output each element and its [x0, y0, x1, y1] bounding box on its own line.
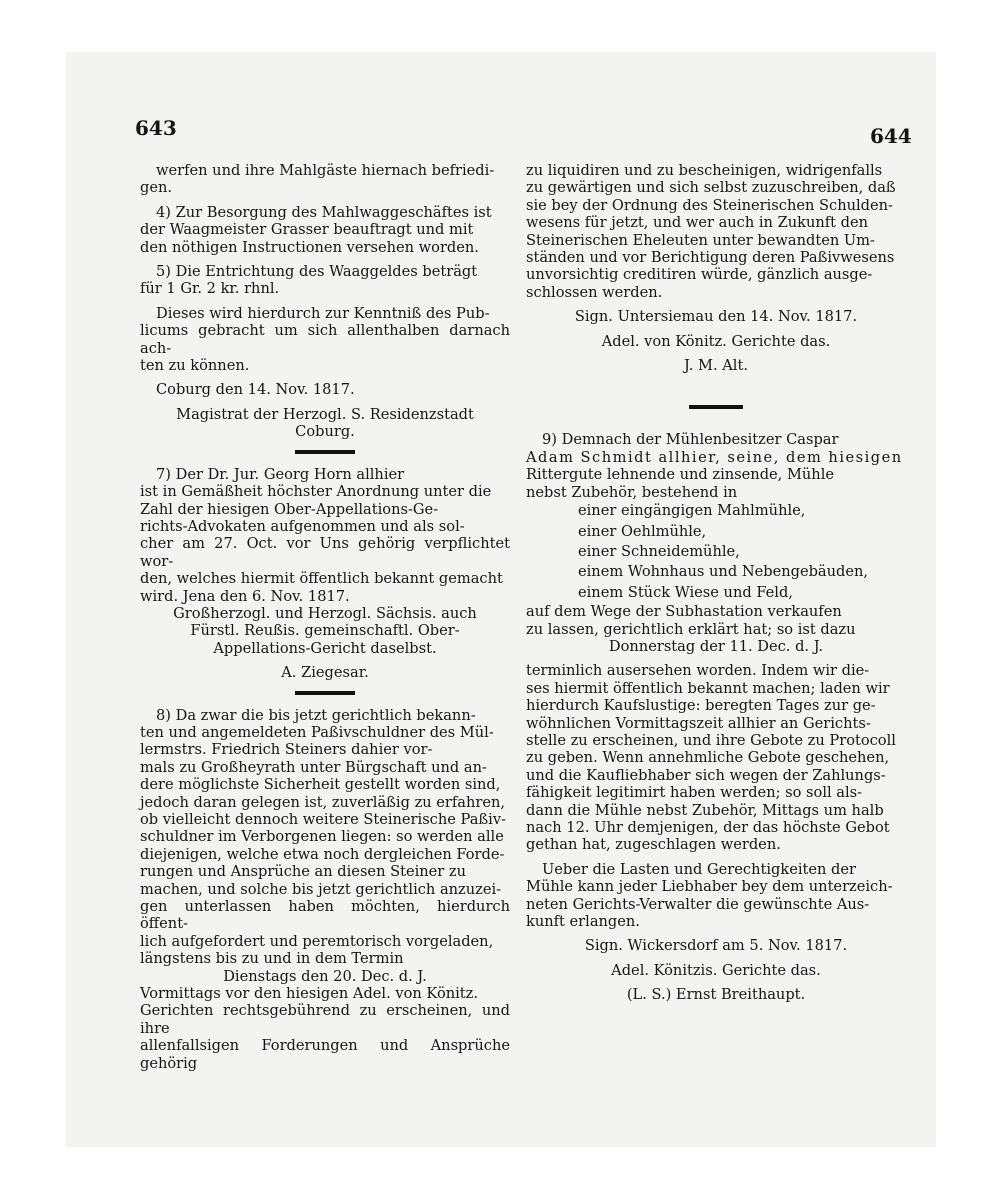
authority-line: Fürstl. Reußis. gemeinschaftl. Ober-: [190, 622, 460, 640]
text-line: längstens bis zu und in dem Termin: [140, 950, 404, 968]
text-line: sie bey der Ordnung des Steinerischen Schulden-: [526, 196, 893, 214]
page-number-left: 643: [135, 116, 177, 140]
text-line: zu lassen, gerichtlich erklärt hat; so ist dazu: [526, 620, 856, 638]
text-line: 4) Zur Besorgung des Mahlwaggeschäftes ist: [156, 203, 492, 221]
text-line: ten und angemeldeten Paßivschuldner des Mül-: [140, 723, 494, 741]
text-line: ses hiermit öffentlich bekannt machen; laden wir: [526, 679, 890, 697]
item-5: [140, 263, 510, 298]
text-line: gen unterlassen haben möchten, hierdurch öffent-: [140, 898, 510, 933]
property-list: [526, 501, 906, 603]
authority-line: Großherzogl. und Herzogl. Sächsis. auch: [173, 604, 477, 622]
text-line: Steinerischen Eheleuten unter bewandten Um-: [526, 231, 875, 249]
text-line: stelle zu erscheinen, und ihre Gebote zu Protocoll: [526, 731, 896, 749]
notice-7: [140, 466, 510, 682]
list-item: einer eingängigen Mahlmühle,: [578, 502, 806, 520]
text-line: jedoch daran gelegen ist, zuverläßig zu erfahren,: [140, 793, 506, 811]
left-column: [140, 162, 510, 1072]
text-line: lich aufgefordert und peremtorisch vorgeladen,: [140, 932, 494, 950]
text-line: und die Kaufliebhaber sich wegen der Zahlungs-: [526, 766, 886, 784]
signature: (L. S.) Ernst Breithaupt.: [626, 986, 806, 1004]
text-line: dann die Mühle nebst Zubehör, Mittags um halb: [526, 801, 884, 819]
text-line: den, welches hiermit öffentlich bekannt gemacht: [140, 570, 503, 588]
text-line: hierdurch Kaufslustige: beregten Tages zur ge-: [526, 697, 876, 715]
text-line: licums gebracht um sich allenthalben darnach ach-: [140, 322, 510, 357]
notice-8-continued: [526, 162, 906, 301]
text-line: Ueber die Lasten und Gerechtigkeiten der: [542, 860, 857, 878]
place-date: Sign. Wickersdorf am 5. Nov. 1817.: [584, 937, 848, 955]
text-line: Zahl der hiesigen Ober-Appellations-Ge-: [140, 500, 439, 518]
text-line: diejenigen, welche etwa noch dergleichen Forde-: [140, 845, 505, 863]
text-line: 7) Der Dr. Jur. Georg Horn allhier: [156, 465, 405, 483]
text-line: 5) Die Entrichtung des Waaggeldes beträgt: [156, 263, 478, 281]
notice-8: [140, 707, 510, 1073]
text-line: wesens für jetzt, und wer auch in Zukunft den: [526, 214, 869, 232]
place-date: Coburg den 14. Nov. 1817.: [156, 381, 355, 399]
text-line: zu liquidiren und zu bescheinigen, widrigenfalls: [526, 162, 883, 179]
text-line: werfen und ihre Mahlgäste hiernach befriedi-: [156, 162, 495, 179]
text-line: Mühle kann jeder Liebhaber bey dem unterzeich-: [526, 878, 893, 896]
authority-line: Appellations-Gericht daselbst.: [213, 639, 437, 657]
place-date: Sign. Untersiemau den 14. Nov. 1817.: [574, 308, 858, 326]
text-line: machen, und solche bis jetzt gerichtlich anzuzei-: [140, 880, 502, 898]
text-line: zu gewärtigen und sich selbst zuzuschreiben, daß: [526, 179, 896, 197]
text-line: kunft erlangen.: [526, 913, 640, 931]
text-line: auf dem Wege der Subhastation verkaufen: [526, 603, 842, 621]
notice-9: [526, 431, 906, 1003]
item-4: [140, 204, 510, 256]
text-line: allenfallsigen Forderungen und Ansprüche gehörig: [140, 1037, 510, 1072]
text-line: rungen und Ansprüche an diesen Steiner zu: [140, 863, 467, 881]
text-line: cher am 27. Oct. vor Uns gehörig verpflichtet wor-: [140, 535, 510, 570]
notice-continuation: [140, 162, 510, 197]
text-line: fähigkeit legitimirt haben werden; so soll als-: [526, 784, 863, 802]
text-line: 9) Demnach der Mühlenbesitzer Caspar: [542, 431, 839, 449]
list-item: einem Wohnhaus und Nebengebäuden,: [578, 563, 869, 581]
text-line: ständen und vor Berichtigung deren Paßivwesens: [526, 249, 895, 267]
right-column: [526, 162, 906, 1004]
text-line: der Waagmeister Grasser beauftragt und mit: [140, 221, 474, 239]
list-item: einer Oehlmühle,: [578, 522, 707, 540]
text-line: nebst Zubehör, bestehend in: [526, 483, 738, 501]
text-line: terminlich ausersehen worden. Indem wir die-: [526, 662, 870, 680]
text-line: neten Gerichts-Verwalter die gewünschte Aus-: [526, 895, 870, 913]
date-line: Donnerstag der 11. Dec. d. J.: [608, 637, 824, 655]
section-divider: [689, 405, 743, 409]
authority-line: Magistrat der Herzogl. S. Residenzstadt: [176, 405, 474, 423]
signature: A. Ziegesar.: [281, 664, 369, 682]
section-divider: [295, 450, 355, 454]
text-line: Vormittags vor den hiesigen Adel. von Könitz.: [140, 985, 478, 1003]
text-line: 8) Da zwar die bis jetzt gerichtlich bekann-: [156, 706, 476, 724]
authority-line: Adel. Könitzis. Gerichte das.: [611, 961, 821, 979]
text-line: lermstrs. Friedrich Steiners dahier vor-: [140, 741, 433, 759]
list-item: einer Schneidemühle,: [578, 542, 740, 560]
section-divider: [295, 691, 355, 695]
list-item: einem Stück Wiese und Feld,: [578, 583, 793, 601]
text-line: unvorsichtig creditiren würde, gänzlich ausge-: [526, 266, 873, 284]
text-line: nach 12. Uhr demjenigen, der das höchste Gebot: [526, 819, 890, 836]
text-line: gethan hat, zugeschlagen werden.: [526, 836, 781, 854]
signature: J. M. Alt.: [684, 357, 748, 375]
paragraph-publication: [140, 305, 510, 375]
authority-line: Coburg.: [295, 423, 355, 441]
text-line: wöhnlichen Vormittagszeit allhier an Gerichts-: [526, 714, 871, 732]
text-line: mals zu Großheyrath unter Bürgschaft und an-: [140, 758, 487, 776]
text-line: ist in Gemäßheit höchster Anordnung unter die: [140, 483, 492, 501]
date-line: Dienstags den 20. Dec. d. J.: [223, 967, 427, 985]
text-line: zu geben. Wenn annehmliche Gebote geschehen,: [526, 749, 890, 767]
text-line: dere möglichste Sicherheit gestellt worden sind,: [140, 776, 501, 794]
text-line: für 1 Gr. 2 kr. rhnl.: [140, 280, 280, 298]
text-line: den nöthigen Instructionen versehen worden.: [140, 238, 479, 256]
text-line: Gerichten rechtsgebührend zu erscheinen, und ihre: [140, 1002, 510, 1037]
text-line: gen.: [140, 179, 173, 197]
text-line: schuldner im Verborgenen liegen: so werden alle: [140, 828, 504, 846]
page-number-right: 644: [870, 124, 912, 148]
text-line: wird. Jena den 6. Nov. 1817.: [140, 587, 350, 605]
text-line: schlossen werden.: [526, 283, 663, 301]
authority-line: Adel. von Könitz. Gerichte das.: [601, 332, 831, 350]
text-line: Rittergute lehnende und zinsende, Mühle: [526, 466, 834, 484]
text-line: Adam Schmidt allhier, seine, dem hiesigen: [526, 448, 903, 466]
text-line: ten zu können.: [140, 357, 250, 375]
text-line: richts-Advokaten aufgenommen und als sol-: [140, 517, 465, 535]
text-line: Dieses wird hierdurch zur Kenntniß des Pub-: [156, 304, 490, 322]
text-line: ob vielleicht dennoch weitere Steinerische Paßiv-: [140, 811, 506, 828]
